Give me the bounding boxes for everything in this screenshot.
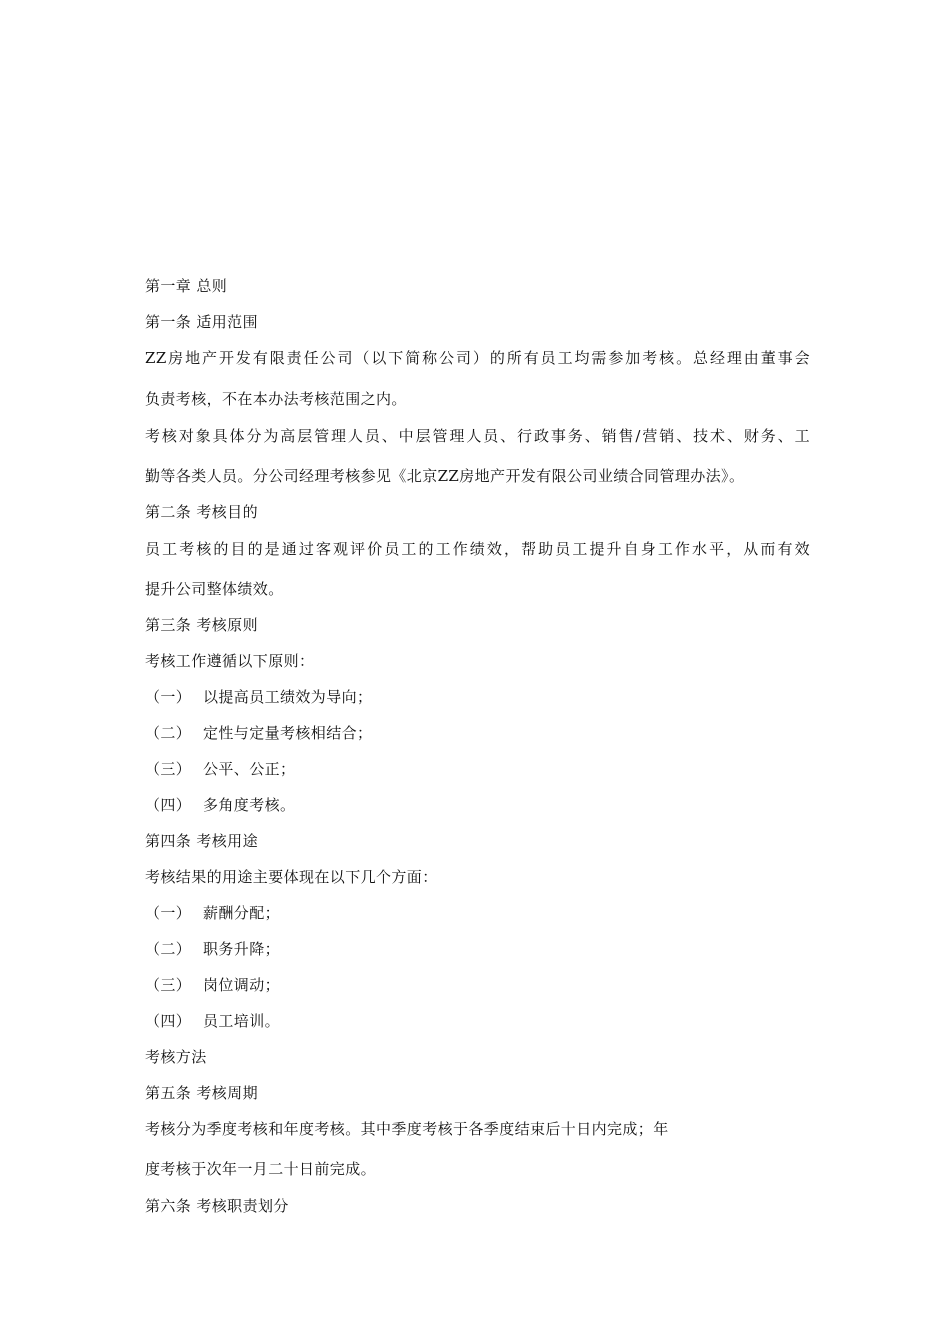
paragraph-line: 考核结果的用途主要体现在以下几个方面： (145, 868, 438, 886)
list-item-text: 定性与定量考核相结合； (203, 724, 373, 742)
list-item-number: （一） (145, 688, 192, 706)
list-item-number: （四） (145, 1012, 192, 1030)
list-item-number: （四） (145, 796, 192, 814)
paragraph-line: 考核分为季度考核和年度考核。其中季度考核于各季度结束后十日内完成；年 (145, 1120, 669, 1138)
list-item-text: 以提高员工绩效为导向； (203, 688, 373, 706)
paragraph-line: 考核工作遵循以下原则： (145, 652, 315, 670)
list-item-number: （三） (145, 976, 192, 994)
article-heading: 第一条 适用范围 (145, 313, 258, 331)
list-item-text: 岗位调动； (203, 976, 281, 994)
list-item (145, 723, 810, 743)
list-item-text: 薪酬分配； (203, 904, 281, 922)
list-item (145, 1011, 810, 1031)
list-item (145, 759, 810, 779)
section-heading: 考核方法 (145, 1048, 207, 1066)
article-heading: 第六条 考核职责划分 (145, 1197, 289, 1215)
paragraph-line: 负责考核，不在本办法考核范围之内。 (145, 390, 407, 408)
list-item-number: （三） (145, 760, 192, 778)
paragraph-line: 勤等各类人员。分公司经理考核参见《北京ZZ房地产开发有限公司业绩合同管理办法》。 (145, 467, 745, 485)
article-heading: 第二条 考核目的 (145, 503, 258, 521)
paragraph-line: 度考核于次年一月二十日前完成。 (145, 1160, 377, 1178)
chapter-heading: 第一章 总则 (145, 277, 228, 295)
list-item (145, 795, 810, 815)
list-item (145, 975, 810, 995)
article-heading: 第五条 考核周期 (145, 1084, 258, 1102)
list-item-text: 公平、公正； (203, 760, 296, 778)
paragraph-line: 考核对象具体分为高层管理人员、中层管理人员、行政事务、销售/营销、技术、财务、工 (145, 427, 810, 445)
paragraph-line: ZZ房地产开发有限责任公司（以下简称公司）的所有员工均需参加考核。总经理由董事会 (145, 349, 810, 367)
article-heading: 第四条 考核用途 (145, 832, 258, 850)
list-item (145, 687, 810, 707)
list-item-number: （二） (145, 724, 192, 742)
article-heading: 第三条 考核原则 (145, 616, 258, 634)
list-item-number: （一） (145, 904, 192, 922)
list-item-text: 多角度考核。 (203, 796, 296, 814)
list-item (145, 903, 810, 923)
list-item-text: 员工培训。 (203, 1012, 281, 1030)
list-item-number: （二） (145, 940, 192, 958)
paragraph-line: 员工考核的目的是通过客观评价员工的工作绩效，帮助员工提升自身工作水平，从而有效 (145, 540, 810, 558)
list-item-text: 职务升降； (203, 940, 281, 958)
list-item (145, 939, 810, 959)
paragraph-line: 提升公司整体绩效。 (145, 580, 284, 598)
